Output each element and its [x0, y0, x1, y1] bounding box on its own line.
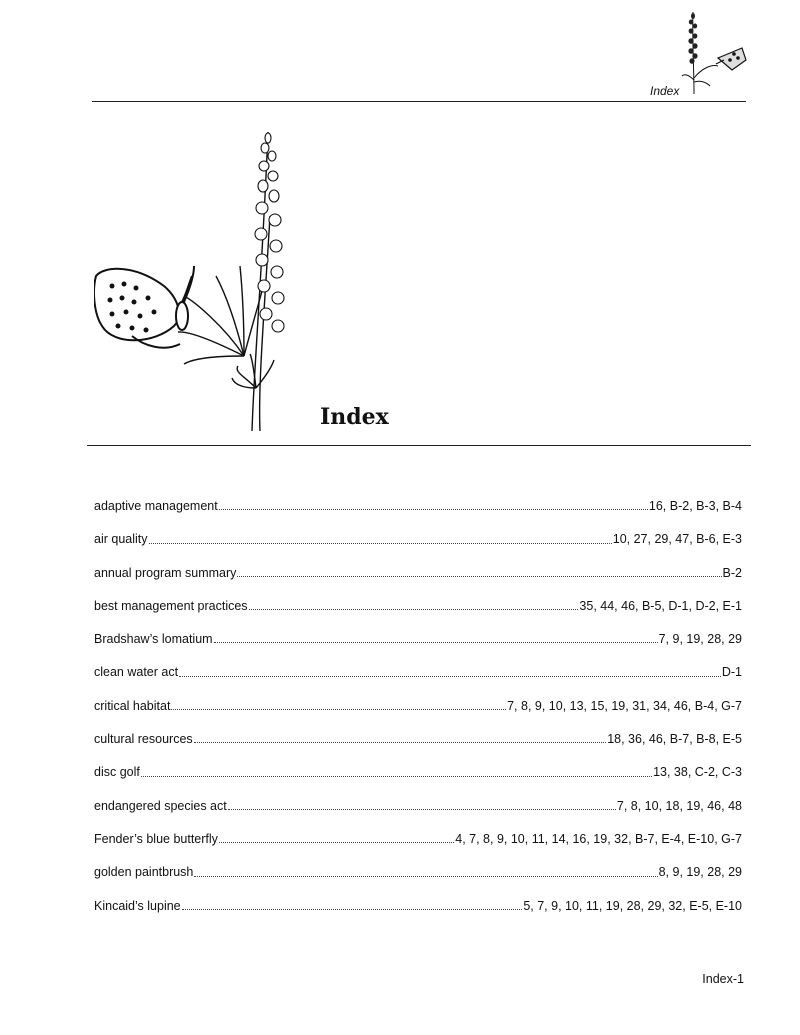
index-term: cultural resources [94, 732, 193, 747]
index-pages: 7, 8, 10, 18, 19, 46, 48 [616, 798, 742, 813]
index-entry [94, 596, 742, 629]
dot-leader [219, 841, 454, 843]
index-term: best management practices [94, 598, 248, 613]
index-term: golden paintbrush [94, 865, 194, 880]
index-pages: 4, 7, 8, 9, 10, 11, 14, 16, 19, 32, B-7, E-4, E-10, G-7 [455, 831, 742, 846]
index-entry [94, 829, 742, 862]
page-title: Index [320, 404, 389, 430]
dot-leader [219, 508, 648, 510]
index-term: Kincaid’s lupine [94, 898, 181, 913]
index-entry [94, 696, 742, 729]
index-entry [94, 729, 742, 762]
dot-leader [194, 875, 657, 877]
index-entry [94, 563, 742, 596]
index-entry [94, 529, 742, 562]
index-entry [94, 896, 742, 929]
header-divider [92, 101, 746, 102]
index-term: adaptive management [94, 499, 218, 513]
dot-leader [228, 808, 616, 810]
dot-leader [141, 775, 652, 777]
index-pages: B-2 [722, 565, 742, 580]
header-lupine-butterfly-illustration [672, 8, 748, 96]
dot-leader [214, 641, 658, 643]
index-entry [94, 796, 742, 829]
index-pages: D-1 [721, 665, 742, 680]
index-pages: 18, 36, 46, B-7, B-8, E-5 [607, 732, 742, 747]
index-pages: 5, 7, 9, 10, 11, 19, 28, 29, 32, E-5, E-10 [523, 898, 742, 913]
index-term: air quality [94, 532, 148, 547]
index-pages: 7, 9, 19, 28, 29 [658, 632, 742, 647]
index-pages: 7, 8, 9, 10, 13, 15, 19, 31, 34, 46, B-4, G-7 [507, 698, 742, 713]
index-term: Fender’s blue butterfly [94, 831, 218, 846]
dot-leader [149, 542, 612, 544]
index-term: endangered species act [94, 798, 227, 813]
dot-leader [171, 708, 506, 710]
index-entry [94, 862, 742, 895]
index-pages: 10, 27, 29, 47, B-6, E-3 [612, 532, 742, 547]
index-pages: 8, 9, 19, 28, 29 [658, 865, 742, 880]
index-entry [94, 662, 742, 695]
index-entry [94, 762, 742, 795]
index-list [94, 496, 742, 929]
index-term: disc golf [94, 765, 140, 780]
index-term: annual program summary [94, 565, 237, 580]
dot-leader [182, 908, 523, 910]
running-header-title: Index [650, 84, 680, 98]
title-butterfly-lupine-illustration [94, 126, 324, 436]
index-pages: 13, 38, C-2, C-3 [653, 765, 742, 780]
dot-leader [194, 741, 607, 743]
dot-leader [249, 608, 579, 610]
index-term: clean water act [94, 665, 179, 680]
title-divider [87, 445, 751, 446]
index-term: critical habitat [94, 698, 171, 713]
dot-leader [237, 575, 721, 577]
index-entry [94, 629, 742, 662]
index-pages: 35, 44, 46, B-5, D-1, D-2, E-1 [579, 598, 742, 613]
page-number: Index-1 [702, 972, 744, 986]
index-pages: 16, B-2, B-3, B-4 [648, 499, 742, 513]
index-term: Bradshaw’s lomatium [94, 632, 213, 647]
index-entry [94, 496, 742, 529]
dot-leader [179, 675, 721, 677]
